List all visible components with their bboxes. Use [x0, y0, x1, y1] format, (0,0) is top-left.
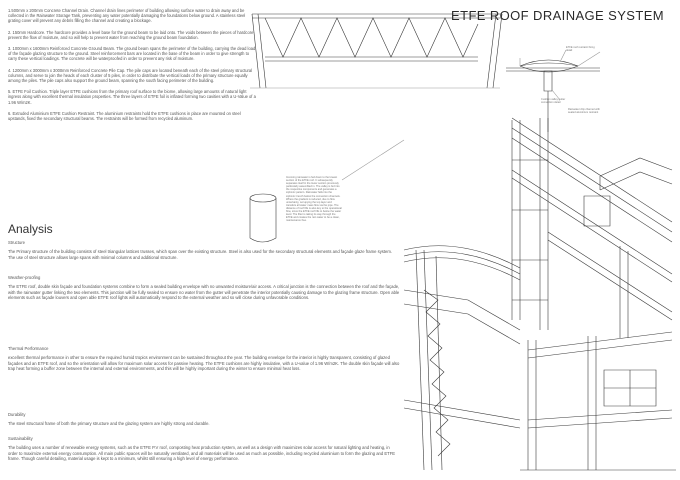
detail-callout-label: Cushion valley gutter connection detail [541, 98, 566, 105]
gutter-junction-perspective [512, 118, 672, 338]
section-heading: Weather-proofing [8, 275, 41, 280]
note-5: 5. ETFE Foil Cushion. Triple layer ETFE cushions from the primary roof surface to the biome, allowing large amounts of natural light ingress along with excellent thermal insulation properties. The three layers of ETFE foil is inflated forming two cavities with a U-Value of a 1.96 W/m2K. [8, 89, 256, 105]
note-4: 4. 1200mm x 3000mm x 3000mm Reinforced Concrete Pile Cap. The pile caps are located beneath each of the steel primary structural columns, and serve to join the heads of each cluster of 5 piles, in order to distribute the vertical loads of the primary structure equally among the piles. The pile caps also support the ground beam, spanning the south facing perimeter of the building. [8, 67, 253, 84]
section-body: excellent thermal performance in other to ensure the required humid tropics environment can be sustained throughout the year. The building envelope for the interior is highly transparent, consisting of glazed façades and an ETFE roof, and so the orientation will allow for maximum solar access for passive heating. The ETFE cushions are highly insulative, with a U-value of 1.96 W/m2K. The double skin façade will also trap heat forming a buffer zone between the internal and external environments, and this will be highly important during the winter to ensure minimal heat loss. [8, 355, 400, 371]
detail-callout-label: ETFE roof restraint fixing detail [566, 46, 595, 53]
section-body: The building uses a number of renewable energy systems, such as the ETFE P.V roof, composting heat production system, as well as a design with maximizes solar access for natural lighting and heating, in order to maximize external energy consumption. All main public spaces will be naturally ventilated, and all materials will be used as much as possible, including recycled aluminium to form the glazing and ETFE frame. Though careful detailing, material usage is kept to a minimum, whilst still ensuring a high level of energy performance. [8, 445, 396, 461]
detail-callout-label: Rainwater drip channel with sealed aluminium restraint [568, 108, 600, 115]
sheet-title: ETFE ROOF DRAINAGE SYSTEM [451, 8, 664, 23]
note-6: 6. Extruded Aluminium ETFE Cushion Restraint. The aluminium restraints hold the ETFE cushions in place are mounted on steel upstands, fixed the secondary structural beams. The restraints will be formed from recycled aluminum. [8, 110, 241, 122]
section-body: The ETFE roof, double skin façade and foundation systems combine to form a sealed building envelope with no unwanted moisture/air access. A critical junction is the connection between the roof and the façade, with the rainwater gutter linking the two elements. This junction will be fully sealed to ensure no water from the gutter will penetrate the interior potentially causing damage to the glazing frame structure. Open able elements such as façade louvers and open able ETFE roof lights will automatically respond to the external weather and so will close during unfavorable conditions. [8, 284, 400, 300]
section-heading: Thermal Performance [8, 346, 49, 351]
callout-leaders [342, 50, 566, 180]
note-2: 2. 150mm Hardcore. The hardcore provides a level base for the ground beam to be laid onto. The voids between the pieces of hardcore prevent the flow of moisture, and so will help to prevent water from reaching the ground beam foundation. [8, 29, 254, 40]
analysis-heading: Analysis [8, 222, 53, 236]
note-1: 1.500mm x 200mm Concrete Channel Drain. Channel drain lines perimeter of building allowing surface water to drain away and be collected in the Rainwater Storage Tank, preventing any water potentially damaging the foundations below ground. A stainless steel grating cover will prevent any debris filling the channel and creating a blockage. [8, 8, 246, 24]
curved-roof-perspective [404, 246, 520, 470]
pipe-fragment [250, 194, 276, 242]
section-heading: Sustainability [8, 436, 33, 441]
detail-callout-text: Incoming rainwater is fed down to the lowest section of the ETFE roof. It subsequently separates itself in the lower section previously particularly assembled in. The valley is fed into the respective components and generates a siphonic pattern. Rainwater falls into the siphonic trench below the connection channels. Where the gradient is reduced, due to flow uncertainty, occupying the top layer and transfers all water mass flow via the pipe. The distance of roof fills is also key to the operational flow, since the ETFE roof fills to below the water level. The filter is taking its way through the ETFE and creates the rain water to be a clean, maintenance free. [286, 176, 342, 223]
section-body: The steel structural frame of both the primary structure and the glazing system are highly strong and durable. [8, 421, 210, 427]
roof-truss-elevation [250, 14, 502, 88]
facade-column-detail [520, 332, 676, 470]
section-heading: Durability [8, 412, 26, 417]
note-3: 3. 1000mm x 1600mm Reinforced Concrete Ground Beam. The ground beam spans the perimeter of the building, carrying the dead load of the façade glazing structure to the ground. Steel reinforcement bars are located in the base of the beam in order to give strength to carry these vertical loadings. The concrete will be waterproofed in order to prevent any risk of moisture. [8, 46, 256, 62]
section-heading: Structure [8, 240, 25, 245]
section-body: The Primary structure of the building consists of steel triangular lattices trusses, which span over the existing structure. Steel is also used for the secondary structural elements and façade glaze frame system. The use of steel structure allows large spans with minimal columns and additional structure. [8, 249, 393, 260]
